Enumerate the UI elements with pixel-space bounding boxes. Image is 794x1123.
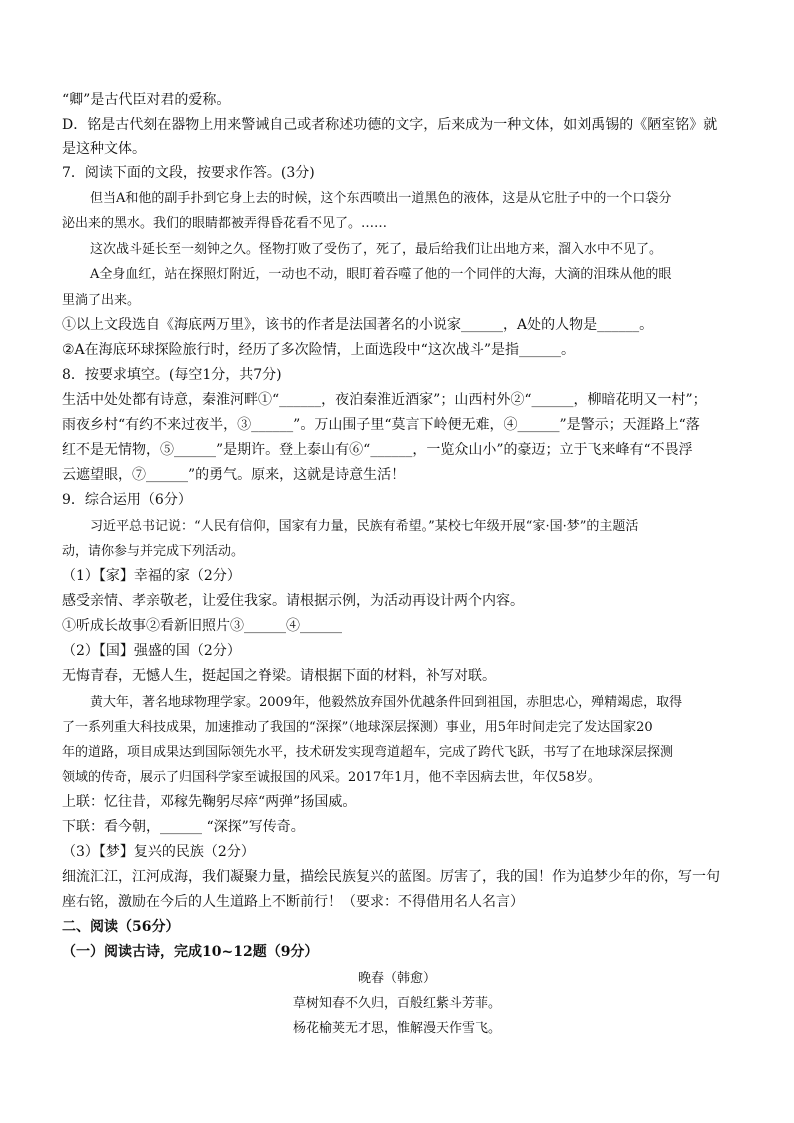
text-line: 是这种文体。 <box>62 141 146 157</box>
section-2-heading: 二、阅读（56分） <box>62 919 180 935</box>
question-9-1-text: 感受亲情、孝亲敬老，让爱住我家。请根据示例，为活动再设计两个内容。 <box>62 593 524 609</box>
passage-line: 但当A和他的副手扑到它身上去的时候，这个东西喷出一道黑色的液体，这是从它肚子中的一个口袋分 <box>90 191 672 206</box>
material-line: 了一系列重大科技成果，加速推动了我国的“深探”（地球深层探测）事业，用5年时间走完了发达国家20 <box>62 720 653 735</box>
material-line: 黄大年，著名地球物理学家。2009年，他毅然放弃国外优越条件回到祖国，赤胆忠心，殚精竭虑，取得 <box>90 695 683 710</box>
question-9-3-text: 座右铭，激励在今后的人生道路上不断前行！（要求：不得借用名人名言） <box>62 894 524 910</box>
question-9-3-title: （3）【梦】复兴的民族（2分） <box>62 844 255 860</box>
text-line: “卿”是古代臣对君的爱称。 <box>62 92 231 108</box>
question-9-1-blanks: ①听成长故事②看新旧照片③______④______ <box>62 618 342 634</box>
question-8-line: 生活中处处都有诗意，秦淮河畔①“______，夜泊秦淮近酒家”；山西村外②“______，柳暗花明又一村”； <box>62 392 707 408</box>
question-9-title: 9．综合运用（6分） <box>62 492 192 508</box>
couplet-lower: 下联：看今朝，______ “深探”写传奇。 <box>62 819 305 835</box>
passage-line: 泌出来的黑水。我们的眼睛都被弄得昏花看不见了。…… <box>62 216 388 231</box>
question-9-intro: 习近平总书记说：“人民有信仰，国家有力量，民族有希望。”某校七年级开展“家·国·梦”的主题活 <box>90 519 639 534</box>
passage-line: 这次战斗延长至一刻钟之久。怪物打败了受伤了，死了，最后给我们让出地方来，溜入水中不见了。 <box>90 242 663 257</box>
poem-line: 草树知春不久归，百般红紫斗芳菲。 <box>292 996 501 1011</box>
poem-line: 杨花榆荚无才思，惟解漫天作雪飞。 <box>292 1021 501 1036</box>
subsection-1-heading: （一）阅读古诗，完成10~12题（9分） <box>62 944 319 960</box>
question-9-1-title: （1）【家】幸福的家（2分） <box>62 568 241 584</box>
question-9-2-text: 无悔青春，无憾人生，挺起国之脊梁。请根据下面的材料，补写对联。 <box>62 668 496 684</box>
question-8-title: 8．按要求填空。(每空1分，共7分) <box>62 367 282 383</box>
option-d: D．铭是古代刻在器物上用来警诫自己或者称述功德的文字，后来成为一种文体，如刘禹锡的《陋室铭》就 <box>62 117 718 133</box>
question-9-2-title: （2）【国】强盛的国（2分） <box>62 643 241 659</box>
question-8-line: 红不是无情物，⑤______”是期许。登上泰山有⑥“______，一览众山小”的豪迈；立于飞来峰有“不畏浮 <box>62 442 693 458</box>
poem-title: 晚春（韩愈） <box>357 971 436 986</box>
passage-line: A全身血红，站在探照灯附近，一动也不动，眼盯着吞噬了他的一个同伴的大海，大滴的泪珠从他的眼 <box>90 267 672 282</box>
question-7-2: ②A在海底环球探险旅行时，经历了多次险情，上面选段中“这次战斗”是指______。 <box>62 342 575 358</box>
passage-line: 里淌了出来。 <box>62 293 141 308</box>
material-line: 领域的传奇，展示了归国科学家至诚报国的风采。2017年1月，他不幸因病去世，年仅58岁。 <box>62 770 601 785</box>
question-7-1: ①以上文段选自《海底两万里》，该书的作者是法国著名的小说家______，A处的人物是______。 <box>62 317 654 333</box>
material-line: 年的道路，项目成果达到国际领先水平，技术研发实现弯道超车，完成了跨代飞跃，书写了在地球深层探测 <box>62 745 674 760</box>
question-7-title: 7．阅读下面的文段，按要求作答。(3分) <box>62 165 315 181</box>
couplet-upper: 上联：忆往昔，邓稼先鞠躬尽瘁“两弹”扬国威。 <box>62 794 357 810</box>
question-9-3-text: 细流汇江，江河成海，我们凝聚力量，描绘民族复兴的蓝图。厉害了，我的国！作为追梦少年的你，写一句 <box>62 869 720 885</box>
question-8-line: 云遮望眼，⑦______”的勇气。原来，这就是诗意生活！ <box>62 467 406 483</box>
question-8-line: 雨夜乡村“有约不来过夜半，③______”。万山围子里“莫言下岭便无难，④______”是警示；天涯路上“落 <box>62 417 700 433</box>
question-9-intro: 动，请你参与并完成下列活动。 <box>62 544 245 559</box>
